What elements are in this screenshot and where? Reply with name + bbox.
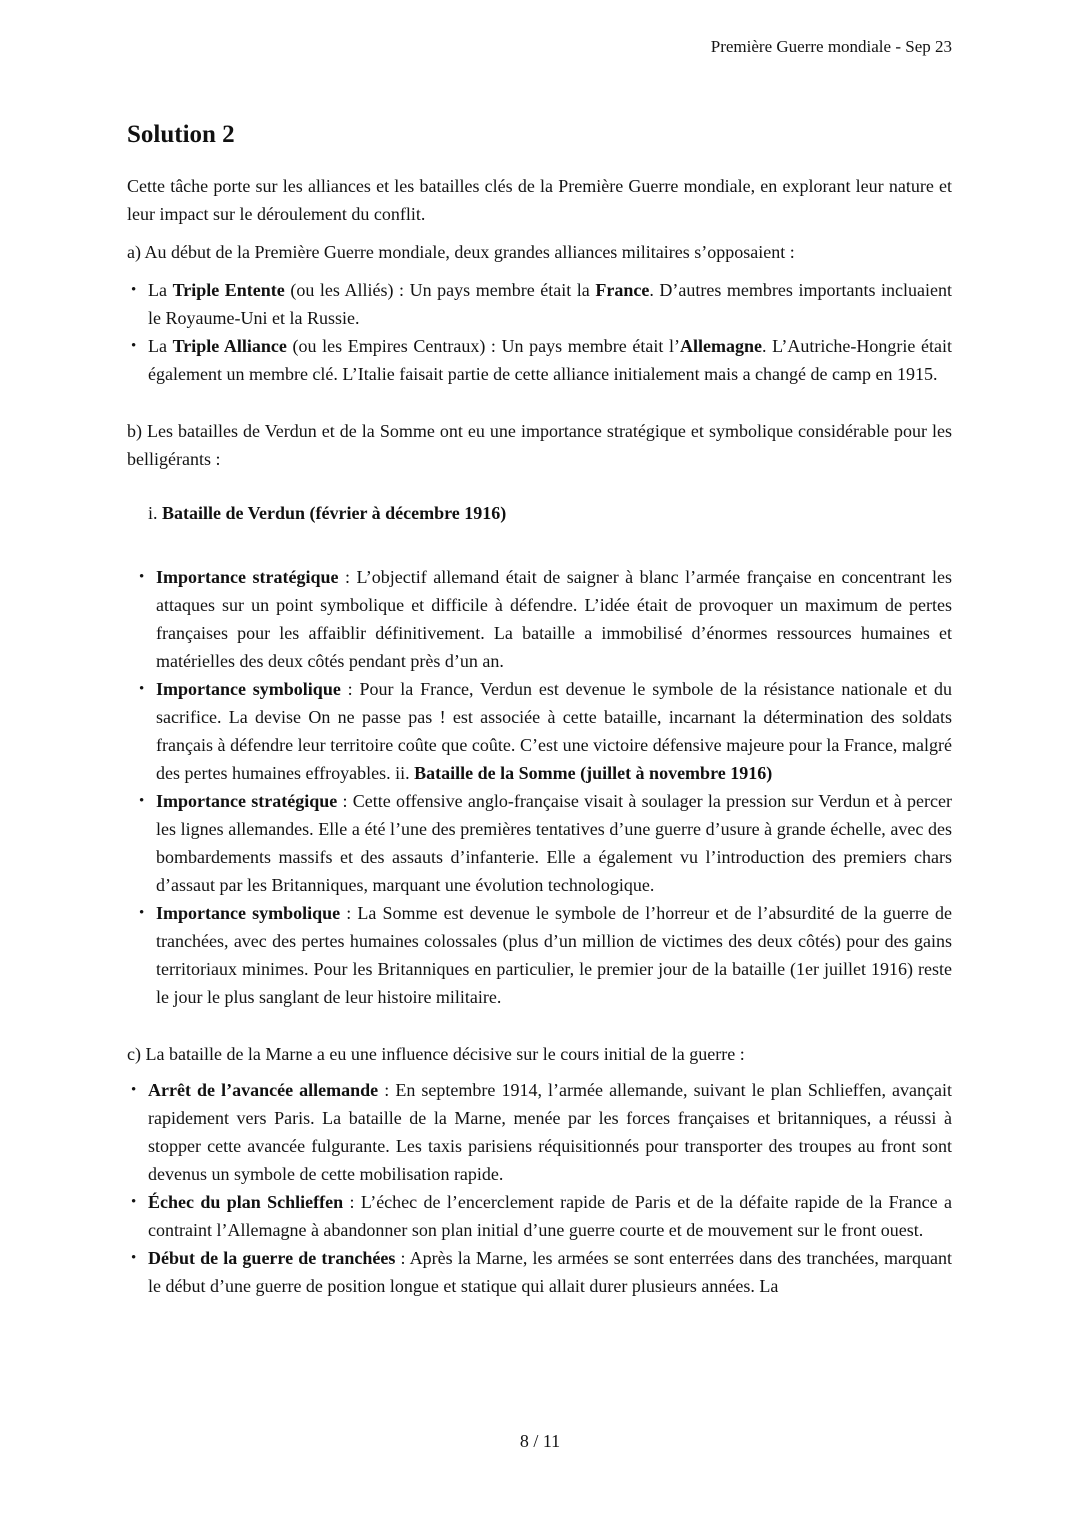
intro-paragraph: Cette tâche porte sur les alliances et les batailles clés de la Première Guerre mondiale, en explorant leur nature et leur impact sur le déroulement du conflit. — [127, 176, 952, 224]
page-title: Solution 2 — [127, 121, 235, 148]
section-b-list — [127, 563, 952, 1011]
list-item: • Importance symbolique : La Somme est devenue le symbole de l’horreur et de l’absurdité de la guerre de tranchées, avec des pertes humaines colossales (plus d’un million de victimes des deux côtés) pour des gains territoriaux minimes. Pour les Britanniques en particulier, le premier jour de la bataille (1er juillet 1916) reste le jour le plus sanglant de leur histoire militaire. — [127, 899, 952, 1011]
page-number: 8 / 11 — [519, 1431, 561, 1451]
section-c-lead: c) La bataille de la Marne a eu une influence décisive sur le cours initial de la guerre : — [127, 1044, 745, 1064]
list-item: • La Triple Alliance (ou les Empires Centraux) : Un pays membre était l’Allemagne. L’Autriche-Hongrie était également un membre clé. L’Italie faisait partie de cette alliance initialement mais a changé de camp en 1915. — [127, 332, 952, 388]
page-footer — [0, 1427, 1080, 1455]
section-b-lead: b) Les batailles de Verdun et de la Somme ont eu une importance stratégique et symbolique considérable pour les belligérants : — [127, 421, 952, 469]
list-item: • La Triple Entente (ou les Alliés) : Un pays membre était la France. D’autres membres importants incluaient le Royaume-Uni et la Russie. — [127, 276, 952, 332]
section-a-list — [127, 276, 952, 388]
header-title: Première Guerre mondiale - Sep 23 — [710, 37, 952, 56]
list-item: • Importance symbolique : Pour la France, Verdun est devenue le symbole de la résistance nationale et du sacrifice. La devise On ne passe pas ! est associée à cette bataille, incarnant la détermination des soldats français à défendre leur territoire coûte que coûte. C’est une victoire défensive majeure pour la France, malgré des pertes humaines effroyables. ii. Bataille de la Somme (juillet à novembre 1916) — [127, 675, 952, 787]
list-item: • Début de la guerre de tranchées : Après la Marne, les armées se sont enterrées dans des tranchées, marquant le début d’une guerre de position longue et statique qui allait durer plusieurs années. La — [127, 1244, 952, 1300]
list-item: • Importance stratégique : Cette offensive anglo-française visait à soulager la pression sur Verdun et à percer les lignes allemandes. Elle a été l’une des premières tentatives d’une guerre d’usure à grande échelle, avec des bombardements massifs et des assauts d’infanterie. Elle a également vu l’introduction des premiers chars d’assaut par les Britanniques, marquant une évolution technologique. — [127, 787, 952, 899]
list-item: • Échec du plan Schlieffen : L’échec de l’encerclement rapide de Paris et de la défaite rapide de la France a contraint l’Allemagne à abandonner son plan initial d’une guerre courte et de mouvement sur le front ouest. — [127, 1188, 952, 1244]
section-c-list — [127, 1076, 952, 1300]
section-b-subheading: i. Bataille de Verdun (février à décembre 1916) — [148, 503, 507, 523]
section-a-lead: a) Au début de la Première Guerre mondiale, deux grandes alliances militaires s’opposaient : — [127, 242, 795, 262]
page-header — [127, 36, 952, 58]
list-item: • Importance stratégique : L’objectif allemand était de saigner à blanc l’armée française en concentrant les attaques sur un point symbolique et difficile à défendre. L’idée était de provoquer un maximum de pertes françaises pour les affaiblir définitivement. La bataille a immobilisé d’énormes ressources humaines et matérielles des deux côtés pendant près d’un an. — [127, 563, 952, 675]
list-item: • Arrêt de l’avancée allemande : En septembre 1914, l’armée allemande, suivant le plan Schlieffen, avançait rapidement vers Paris. La bataille de la Marne, menée par les forces françaises et britanniques, a réussi à stopper cette avancée fulgurante. Les taxis parisiens réquisitionnés pour transporter des troupes au front sont devenus un symbole de cette mobilisation rapide. — [127, 1076, 952, 1188]
